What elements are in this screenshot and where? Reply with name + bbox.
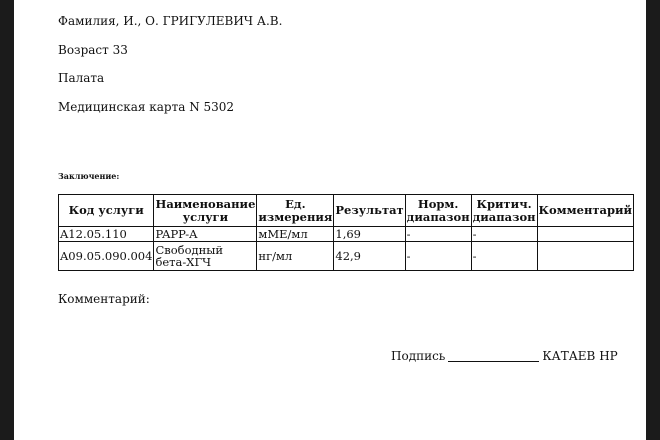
table-row <box>59 242 634 271</box>
cell-result: 42,9 <box>334 242 405 271</box>
cell-comment <box>537 242 634 271</box>
header-result: Результат <box>334 195 405 227</box>
cell-comment <box>537 227 634 242</box>
medical-card-line: Медицинская карта N 5302 <box>58 100 235 114</box>
header-comment: Комментарий <box>537 195 634 227</box>
signature-block <box>391 349 618 363</box>
table-row <box>59 227 634 242</box>
cell-name: PAPP-A <box>154 227 257 242</box>
header-critical-range: Критич. диапазон <box>471 195 537 227</box>
patient-ward-line: Палата <box>58 71 105 85</box>
cell-result: 1,69 <box>334 227 405 242</box>
table-header-row <box>59 195 634 227</box>
patient-name-line: Фамилия, И., О. ГРИГУЛЕВИЧ А.В. <box>58 14 283 28</box>
cell-code: A09.05.090.004 <box>59 242 154 271</box>
cell-unit: нг/мл <box>257 242 334 271</box>
cell-name: Свободный бета-ХГЧ <box>154 242 257 271</box>
comment-label: Комментарий: <box>58 292 150 306</box>
header-code: Код услуги <box>59 195 154 227</box>
cell-unit: мМЕ/мл <box>257 227 334 242</box>
document-page <box>14 0 646 440</box>
cell-code: A12.05.110 <box>59 227 154 242</box>
header-unit: Ед. измерения <box>257 195 334 227</box>
signature-line <box>448 361 539 362</box>
patient-age-line: Возраст 33 <box>58 43 128 57</box>
header-name: Наименование услуги <box>154 195 257 227</box>
results-table <box>58 194 634 271</box>
conclusion-label: Заключение: <box>58 171 120 181</box>
signature-name: КАТАЕВ НР <box>542 349 618 363</box>
cell-critical-range: - <box>471 227 537 242</box>
cell-norm-range: - <box>405 227 471 242</box>
cell-critical-range: - <box>471 242 537 271</box>
cell-norm-range: - <box>405 242 471 271</box>
signature-label: Подпись <box>391 349 446 363</box>
header-norm-range: Норм. диапазон <box>405 195 471 227</box>
